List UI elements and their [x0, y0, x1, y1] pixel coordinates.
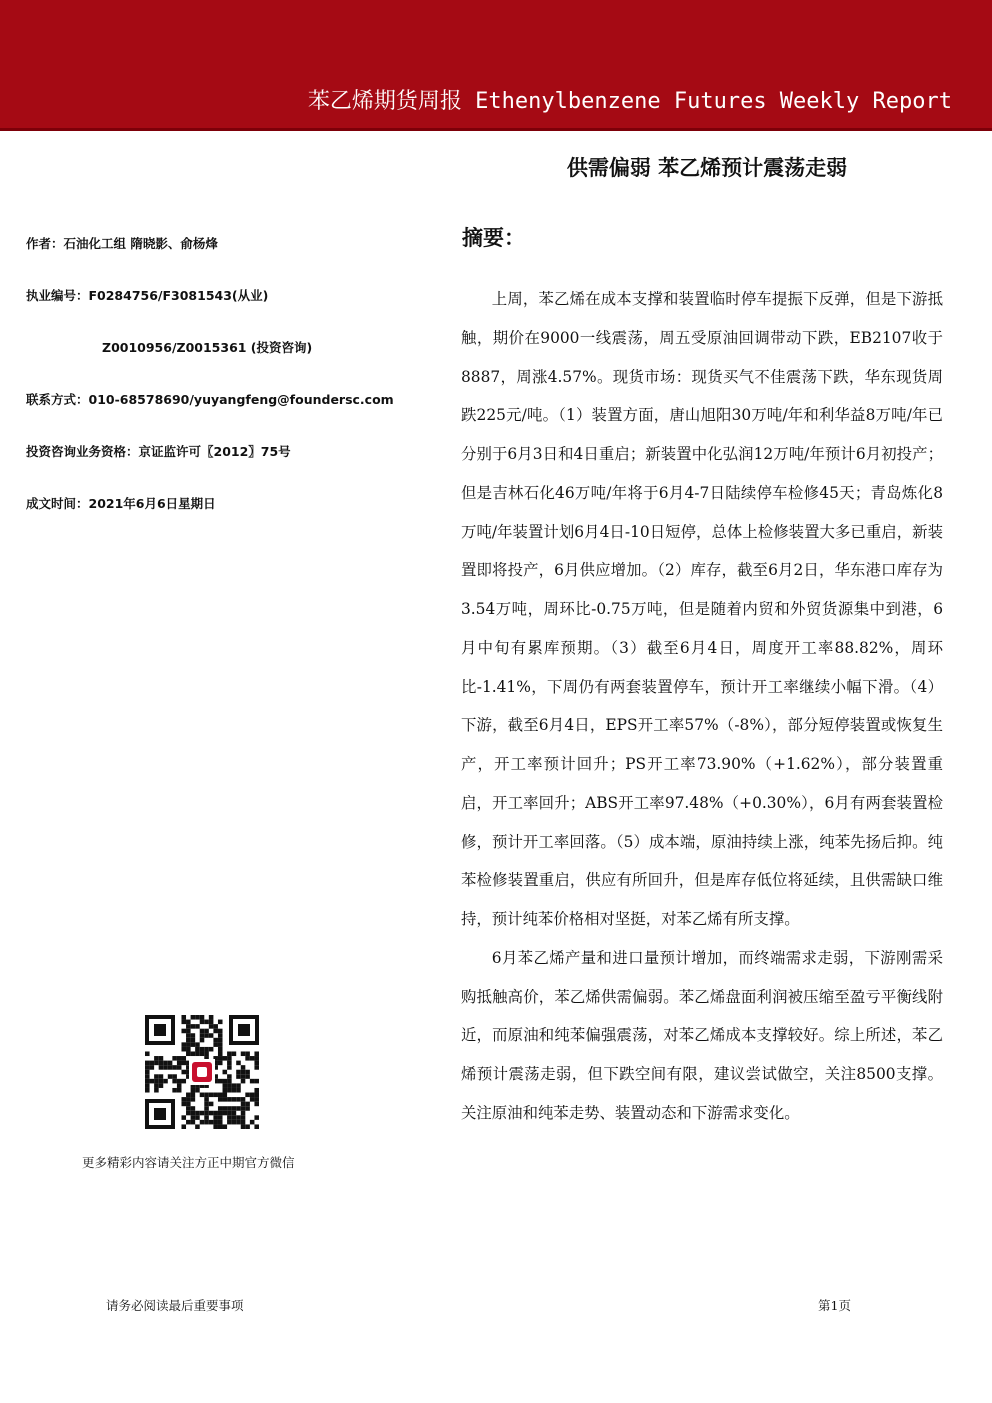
qr-code-icon — [145, 1015, 259, 1129]
summary-paragraph: 上周，苯乙烯在成本支撑和装置临时停车提振下反弹，但是下游抵触，期价在9000一线震荡，周五受原油回调带动下跌，EB2107收于8887，周涨4.57%。现货市场：现货买气不佳震荡下跌，华东现货周跌225元/吨。（1）装置方面，唐山旭阳30万吨/年和利华益8万吨/年已分别于6月3日和4日重启；新装置中化弘润12万吨/年预计6月初投产；但是吉林石化46万吨/年将于6月4-7日陆续停车检修45天；青岛炼化8万吨/年装置计划6月4日-10日短停，总体上检修装置大多已重启，新装置即将投产，6月供应增加。（2）库存，截至6月2日，华东港口库存为3.54万吨，周环比-0.75万吨，但是随着内贸和外贸货源集中到港，6月中旬有累库预期。（3）截至6月4日，周度开工率88.82%，周环比-1.41%，下周仍有两套装置停车，预计开工率继续小幅下滑。（4）下游，截至6月4日，EPS开工率57%（-8%），部分短停装置或恢复生产，开工率预计回升；PS开工率73.90%（+1.62%），部分装置重启，开工率回升；ABS开工率97.48%（+0.30%），6月有两套装置检修，预计开工率回落。（5）成本端，原油持续上涨，纯苯先扬后抑。纯苯检修装置重启，供应有所回升，但是库存低位将延续，且供需缺口维持，预计纯苯价格相对坚挺，对苯乙烯有所支撑。 — [461, 290, 943, 928]
qualification: 投资咨询业务资格：京证监许可〖2012〗75号 — [26, 444, 291, 459]
header-banner — [0, 0, 992, 131]
page-number: 第1页 — [818, 1298, 851, 1313]
author: 作者：石油化工组 隋晓影、俞杨烽 — [26, 236, 218, 251]
footer-note: 请务必阅读最后重要事项 — [106, 1298, 244, 1313]
summary-paragraph: 6月苯乙烯产量和进口量预计增加，而终端需求走弱，下游刚需采购抵触高价，苯乙烯供需偏弱。苯乙烯盘面利润被压缩至盈亏平衡线附近，而原油和纯苯偏强震荡，对苯乙烯成本支撑较好。综上所述，苯乙烯预计震荡走弱，但下跌空间有限，建议尝试做空，关注8500支撑。关注原油和纯苯走势、装置动态和下游需求变化。 — [461, 948, 943, 1122]
license-number: 执业编号：F0284756/F3081543(从业) — [26, 288, 269, 303]
summary-body — [461, 280, 943, 1133]
contact-info: 联系方式：010-68578690/yuyangfeng@foundersc.com — [26, 392, 394, 407]
publish-date: 成文时间：2021年6月6日星期日 — [26, 496, 216, 511]
license-number-2: Z0010956/Z0015361 (投资咨询) — [102, 340, 313, 355]
qr-caption: 更多精彩内容请关注方正中期官方微信 — [82, 1155, 295, 1170]
summary-heading: 摘要： — [462, 226, 525, 250]
headline: 供需偏弱 苯乙烯预计震荡走弱 — [566, 156, 848, 180]
report-title: 苯乙烯期货周报 Ethenylbenzene Futures Weekly Report — [307, 89, 952, 114]
